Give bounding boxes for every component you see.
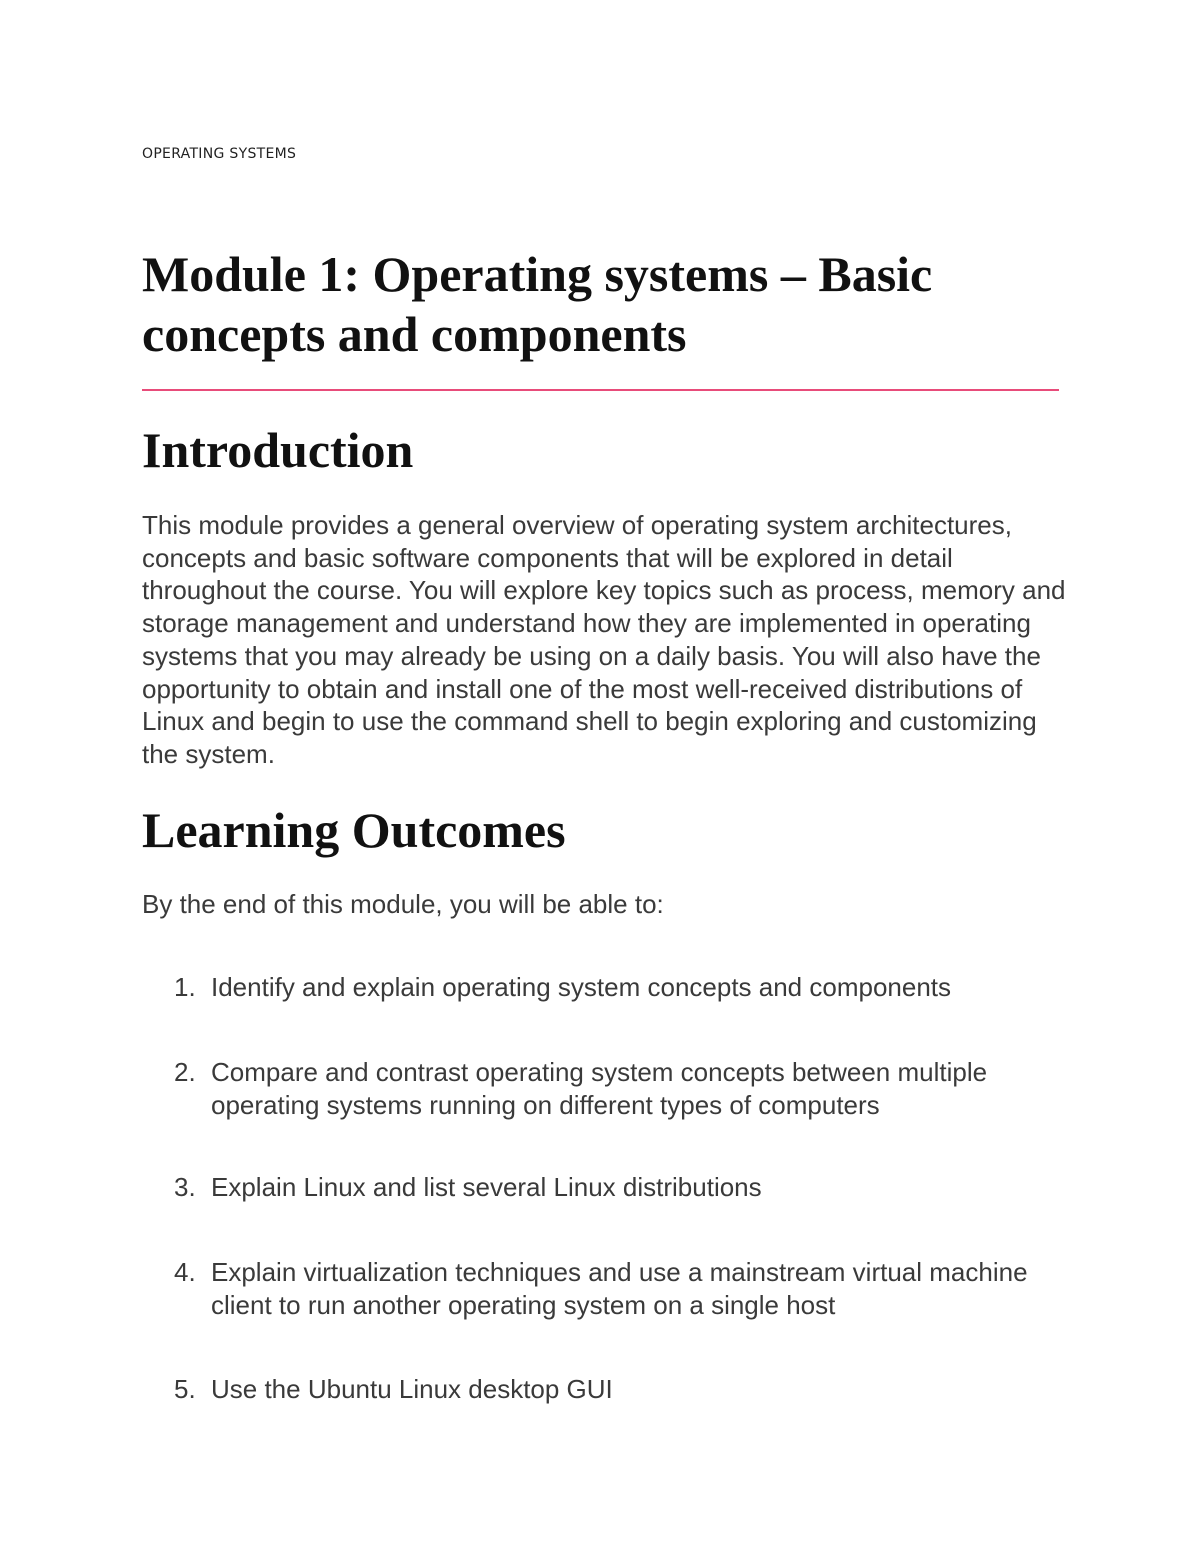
outcome-number: 1. <box>174 972 196 1002</box>
learning-outcomes-heading: Learning Outcomes <box>142 802 566 858</box>
outcome-text: Explain virtualization techniques and use a mainstream virtual machine client to run another operating system on a single host <box>211 1257 1028 1320</box>
introduction-heading: Introduction <box>142 422 414 478</box>
page-title: Module 1: Operating systems – Basic concepts and components <box>142 246 933 362</box>
introduction-paragraph: This module provides a general overview of operating system architectures, concepts and basic software components that will be explored in detail throughout the course. You will explore key topics such as process, memory and storage management and understand how they are implemented in operating systems that you may already be using on a daily basis. You will also have the opportunity to obtain and install one of the most well-received distributions of Linux and begin to use the command shell to begin exploring and customizing the system. <box>142 510 1066 769</box>
outcome-item <box>174 1171 1074 1204</box>
outcome-text: Compare and contrast operating system concepts between multiple operating systems running on different types of computers <box>211 1057 988 1120</box>
outcome-number: 3. <box>174 1172 196 1202</box>
outcome-text: Use the Ubuntu Linux desktop GUI <box>211 1374 613 1404</box>
outcome-text: Explain Linux and list several Linux distributions <box>211 1172 762 1202</box>
running-header: OPERATING SYSTEMS <box>142 146 297 162</box>
outcome-item <box>174 971 1074 1004</box>
outcome-item <box>174 1056 1074 1122</box>
learning-outcomes-lead: By the end of this module, you will be able to: <box>142 889 664 919</box>
outcome-number: 4. <box>174 1257 196 1287</box>
outcome-number: 5. <box>174 1374 196 1404</box>
outcome-number: 2. <box>174 1057 196 1087</box>
outcome-text: Identify and explain operating system concepts and components <box>211 972 952 1002</box>
outcome-item <box>174 1256 1074 1322</box>
outcome-item <box>174 1373 1074 1406</box>
title-divider <box>142 389 1059 391</box>
